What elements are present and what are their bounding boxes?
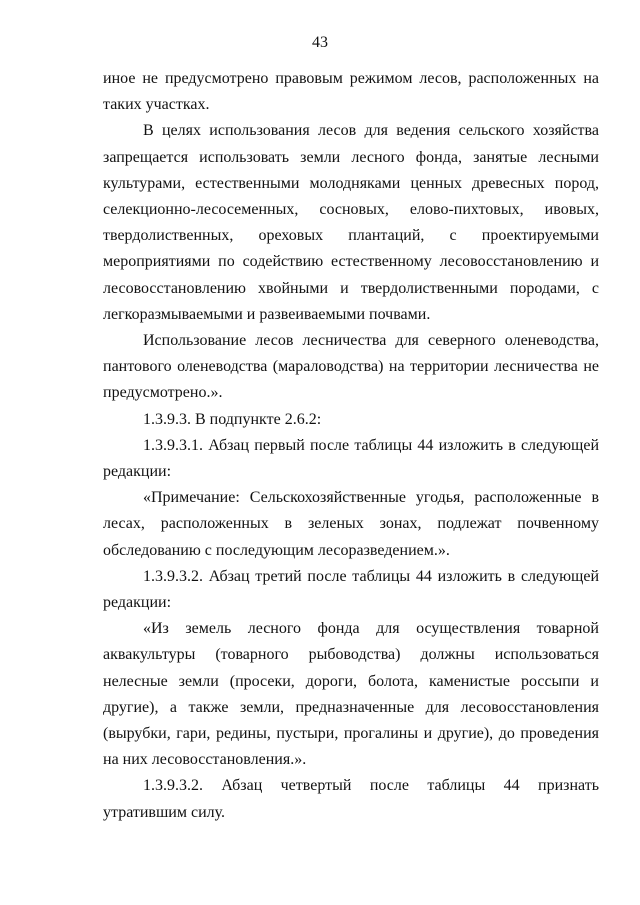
paragraph-amendment-first: 1.3.9.3.1. Абзац первый после таблицы 44 изложить в следующей редакции:: [103, 436, 599, 481]
paragraph-agriculture-restrictions: В целях использования лесов для ведения сельского хозяйства запрещается использовать земли лесного фонда, занятые лесными культурами, естественными молодняками ценных древесных пород, селекционно-лесосеменных, сосновых, елово-пихтовых, ивовых, твердолиственных, ореховых плантаций, с проектируемыми мероприятиями по содействию естественному лесовосстановлению и лесовосстановлению хвойными и твердолиственными породами, с легкоразмываемыми и развеиваемыми почвами.: [103, 122, 599, 323]
paragraph-quote-note: «Примечание: Сельскохозяйственные угодья, расположенные в лесах, расположенных в зеленых зонах, подлежат почвенному обследованию с последующим лесоразведением.».: [103, 489, 599, 559]
paragraph-amendment-third: 1.3.9.3.2. Абзац третий после таблицы 44 изложить в следующей редакции:: [103, 567, 599, 612]
paragraph-subclause-heading: 1.3.9.3. В подпункте 2.6.2:: [143, 410, 322, 428]
paragraph-reindeer-herding: Использование лесов лесничества для северного оленеводства, пантового оленеводства (мараловодства) на территории лесничества не предусмотрено.».: [103, 332, 599, 402]
document-body: [103, 66, 599, 826]
paragraph-quote-aquaculture: «Из земель лесного фонда для осуществления товарной аквакультуры (товарного рыбоводства) должны использоваться нелесные земли (просеки, дороги, болота, каменистые россыпи и другие), а также земли, предназначенные для лесовосстановления (вырубки, гари, редины, пустыри, прогалины и другие), до проведения на них лесовосстановления.».: [103, 620, 599, 769]
page-number: 43: [312, 34, 328, 51]
paragraph-amendment-fourth: 1.3.9.3.2. Абзац четвертый после таблицы 44 признать утратившим силу.: [103, 777, 599, 821]
paragraph-continuation: иное не предусмотрено правовым режимом лесов, расположенных на таких участках.: [103, 70, 599, 114]
